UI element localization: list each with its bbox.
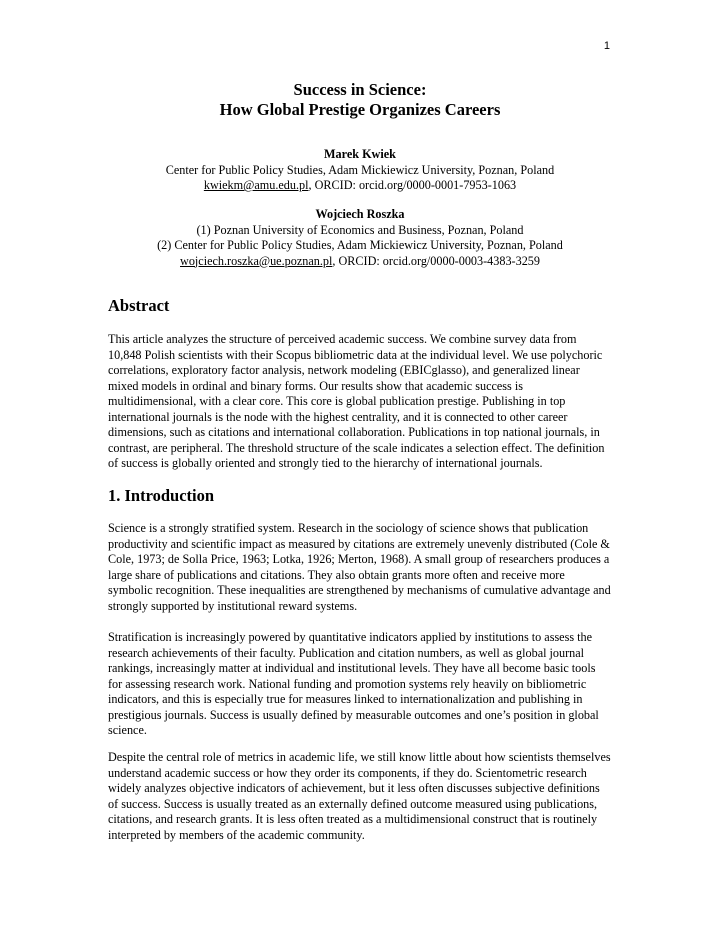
introduction-paragraph-1	[108, 521, 668, 614]
text-line: for assessing research work. National funding and promotion systems rely heavily on bibliometric	[108, 676, 587, 691]
text-line: Despite the central role of metrics in academic life, we still know little about how scientists themselves	[108, 750, 611, 764]
text-line: interpreted by members of the academic community.	[108, 827, 365, 842]
text-line: symbolic recognition. These inequalities are strengthened by mechanisms of cumulative advantage and	[108, 583, 611, 597]
author-orcid: , ORCID: orcid.org/0000-0003-4383-3259	[332, 253, 540, 268]
author-email-link[interactable]: kwiekm@amu.edu.pl	[203, 178, 309, 192]
text-line: international journals is the node with the highest centrality, and it is connected to other career	[108, 409, 568, 424]
author-affiliation: (2) Center for Public Policy Studies, Adam Mickiewicz University, Poznan, Poland	[157, 238, 563, 252]
author-email-link[interactable]: wojciech.roszka@ue.poznan.pl	[180, 253, 333, 268]
text-line: Cole, 1973; de Solla Price, 1963; Lotka, 1926; Merton, 1968). A small group of researchers produces a	[108, 552, 610, 566]
page-number: 1	[603, 40, 610, 52]
text-line: Science is a strongly stratified system. Research in the sociology of science shows that publication	[108, 521, 589, 535]
text-line: productivity and scientific impact as measured by citations are extremely unevenly distributed (Cole &	[108, 536, 610, 551]
text-line: rankings, increasingly matter at individual and institutional levels. They have all become basic tools	[108, 661, 596, 675]
author-contact	[0, 254, 720, 270]
introduction-paragraph-2	[108, 630, 668, 739]
text-line: correlations, exploratory factor analysis, network modeling (EBICglasso), and generalized linear	[108, 363, 580, 377]
author-contact	[0, 178, 720, 194]
text-line: This article analyzes the structure of perceived academic success. We combine survey data from	[108, 332, 577, 346]
paper-title	[0, 80, 720, 120]
author-orcid: , ORCID: orcid.org/0000-0001-7953-1063	[308, 178, 517, 192]
text-line: multidimensional, with a clear core. This core is global publication prestige. Publishing in top	[108, 394, 566, 408]
text-line: strongly supported by institutional reward systems.	[108, 598, 358, 613]
title-line: Success in Science:	[293, 80, 427, 99]
text-line: widely analyzes objective indicators of achievement, but it less often discusses subjective definitions	[108, 781, 600, 795]
text-line: of success is globally oriented and strongly tied to the hierarchy of international journals.	[108, 456, 543, 470]
text-line: 10,848 Polish scientists with their Scopus bibliometric data at the individual level. We use polychoric	[108, 347, 603, 362]
author-affiliation: Center for Public Policy Studies, Adam Mickiewicz University, Poznan, Poland	[165, 162, 555, 177]
text-line: dimensions, such as citations and international collaboration. Publications in top national journals, in	[108, 425, 600, 439]
title-line: How Global Prestige Organizes Careers	[219, 100, 501, 119]
introduction-paragraph-3	[108, 750, 668, 843]
text-line: mixed models in ordinal and binary forms. Our results show that academic success is	[108, 378, 523, 393]
author-name: Wojciech Roszka	[315, 207, 405, 221]
author-affiliation: (1) Poznan University of Economics and Business, Poznan, Poland	[196, 222, 524, 237]
text-line: prestigious journals. Success is usually defined by measurable outcomes and one’s position in global	[108, 707, 599, 722]
text-line: of success. Success is usually treated as an externally defined outcome measured using publications,	[108, 796, 598, 811]
author-name: Marek Kwiek	[324, 147, 396, 161]
introduction-heading: 1. Introduction	[108, 486, 215, 505]
text-line: citations, and research grants. It is less often treated as a multidimensional construct that is routinely	[108, 812, 598, 826]
text-line: contrast, are peripheral. The threshold structure of the scale indicates a selection effect. The definition	[108, 440, 605, 455]
abstract-paragraph	[108, 332, 668, 472]
text-line: understand academic success or how they order its components, if they do. Scientometric research	[108, 765, 587, 780]
text-line: science.	[108, 723, 147, 737]
abstract-heading: Abstract	[108, 296, 170, 315]
text-line: indicators, and this is especially true for measures linked to internationalization and publishing in	[108, 692, 583, 706]
text-line: Stratification is increasingly powered by quantitative indicators applied by institutions to assess the	[108, 630, 593, 644]
author-block-1	[0, 147, 720, 194]
text-line: large share of publications and citations. They also obtain grants more often and receive more	[108, 567, 565, 582]
author-block-2	[0, 207, 720, 269]
text-line: research achievements of their faculty. Publication and citation numbers, as well as global journal	[108, 645, 585, 660]
